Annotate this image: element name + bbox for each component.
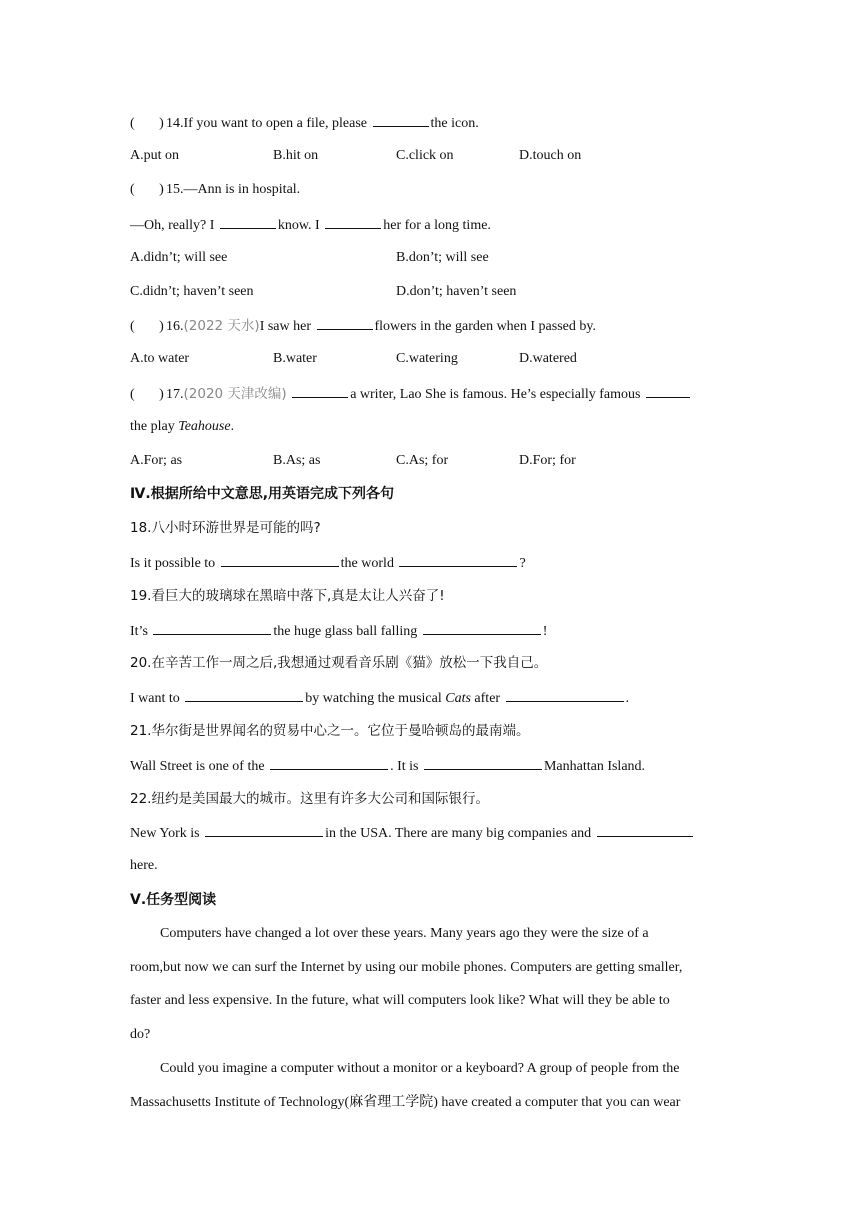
reading-paragraph-1-line: room,but now we can surf the Internet by using our mobile phones. Computers are getting smaller, (130, 960, 683, 975)
answer-blank[interactable] (205, 822, 323, 837)
question-text: ? (519, 556, 526, 571)
question-15 (130, 180, 300, 200)
question-text: I saw her (259, 319, 311, 334)
answer-blank[interactable] (399, 552, 517, 567)
question-18-chinese: 18.八小时环游世界是可能的吗? (130, 520, 321, 536)
answer-blank[interactable] (153, 620, 271, 635)
option-d[interactable]: D.touch on (519, 148, 582, 163)
question-22-english-line2: here. (130, 858, 158, 873)
section-5-heading: Ⅴ.任务型阅读 (130, 892, 217, 908)
question-14 (130, 112, 479, 134)
question-source: (2022 天水) (183, 318, 260, 334)
answer-blank[interactable] (270, 755, 388, 770)
option-b[interactable]: B.As; as (273, 453, 321, 468)
question-22-chinese: 22.纽约是美国最大的城市。这里有许多大公司和国际银行。 (130, 791, 489, 807)
option-d[interactable]: D.don’t; haven’t seen (396, 284, 517, 299)
option-c[interactable]: C.didn’t; haven’t seen (130, 284, 254, 299)
question-text: Wall Street is one of the (130, 759, 265, 774)
question-text: I want to (130, 691, 180, 706)
answer-blank[interactable] (646, 383, 690, 398)
option-d[interactable]: D.watered (519, 351, 577, 366)
question-number: 15. (166, 182, 184, 197)
answer-blank[interactable] (292, 383, 348, 398)
question-text: after (474, 691, 501, 706)
question-text: flowers in the garden when I passed by. (374, 319, 596, 334)
question-21-chinese: 21.华尔街是世界闻名的贸易中心之一。它位于曼哈顿岛的最南端。 (130, 723, 530, 739)
question-text: —Oh, really? I (130, 218, 215, 233)
answer-parentheses[interactable]: ( ) (130, 319, 164, 334)
question-number: 16. (166, 319, 184, 334)
question-20-english (130, 687, 629, 709)
answer-blank[interactable] (220, 214, 276, 229)
question-19-english (130, 620, 547, 642)
reading-paragraph-2-line: Massachusetts Institute of Technology(麻省理工学院) have created a computer that you can wear (130, 1095, 681, 1110)
section-4-heading: Ⅳ.根据所给中文意思,用英语完成下列各句 (130, 486, 395, 502)
question-text: . (230, 419, 235, 434)
answer-parentheses[interactable]: ( ) (130, 182, 164, 197)
option-a[interactable]: A.didn’t; will see (130, 250, 228, 265)
question-text: It’s (130, 624, 148, 639)
question-text: Manhattan Island. (543, 759, 646, 774)
question-17 (130, 383, 692, 405)
reading-paragraph-1-line: faster and less expensive. In the future, what will computers look like? What will they be able to (130, 993, 670, 1008)
answer-blank[interactable] (317, 315, 373, 330)
option-d[interactable]: D.For; for (519, 453, 576, 468)
musical-title: Cats (445, 691, 471, 706)
question-text: . (625, 691, 630, 706)
reading-paragraph-1-line: Computers have changed a lot over these years. Many years ago they were the size of a (160, 926, 649, 941)
answer-blank[interactable] (597, 822, 693, 837)
question-text: know. I (277, 218, 320, 233)
question-21-english (130, 755, 645, 777)
answer-parentheses[interactable]: ( ) (130, 116, 164, 131)
question-20-chinese: 20.在辛苦工作一周之后,我想通过观看音乐剧《猫》放松一下我自己。 (130, 655, 548, 671)
question-text: . It is (390, 759, 419, 774)
question-16 (130, 315, 596, 337)
option-b[interactable]: B.don’t; will see (396, 250, 489, 265)
answer-blank[interactable] (221, 552, 339, 567)
option-a[interactable]: A.For; as (130, 453, 183, 468)
question-17-line2 (130, 417, 234, 437)
answer-blank[interactable] (424, 755, 542, 770)
question-22-english (130, 822, 695, 844)
question-text: the play (130, 419, 175, 434)
question-text: the world (340, 556, 394, 571)
question-text: by watching the musical (305, 691, 442, 706)
option-a[interactable]: A.to water (130, 351, 190, 366)
question-15-reply (130, 214, 491, 236)
answer-blank[interactable] (506, 687, 624, 702)
option-c[interactable]: C.As; for (396, 453, 449, 468)
question-text: her for a long time. (383, 218, 491, 233)
question-source: (2020 天津改编) (183, 386, 287, 402)
question-text: the icon. (430, 116, 479, 131)
option-c[interactable]: C.click on (396, 148, 454, 163)
reading-paragraph-2-line: Could you imagine a computer without a monitor or a keyboard? A group of people from the (160, 1061, 680, 1076)
play-title: Teahouse (178, 419, 231, 434)
question-text: in the USA. There are many big companies and (325, 826, 592, 841)
answer-parentheses[interactable]: ( ) (130, 387, 164, 402)
answer-blank[interactable] (185, 687, 303, 702)
answer-blank[interactable] (325, 214, 381, 229)
question-text: New York is (130, 826, 200, 841)
reading-paragraph-1-line: do? (130, 1027, 151, 1042)
question-18-english (130, 552, 526, 574)
option-b[interactable]: B.water (273, 351, 317, 366)
option-c[interactable]: C.watering (396, 351, 458, 366)
question-text: —Ann is in hospital. (183, 182, 301, 197)
answer-blank[interactable] (373, 112, 429, 127)
question-text: the huge glass ball falling (273, 624, 418, 639)
question-text: a writer, Lao She is famous. He’s especially famous (350, 387, 641, 402)
question-text: Is it possible to (130, 556, 216, 571)
question-19-chinese: 19.看巨大的玻璃球在黑暗中落下,真是太让人兴奋了! (130, 588, 445, 604)
answer-blank[interactable] (423, 620, 541, 635)
question-text: ! (542, 624, 548, 639)
option-b[interactable]: B.hit on (273, 148, 319, 163)
question-number: 14. (166, 116, 184, 131)
question-text: If you want to open a file, please (183, 116, 367, 131)
option-a[interactable]: A.put on (130, 148, 179, 163)
question-number: 17. (166, 387, 184, 402)
